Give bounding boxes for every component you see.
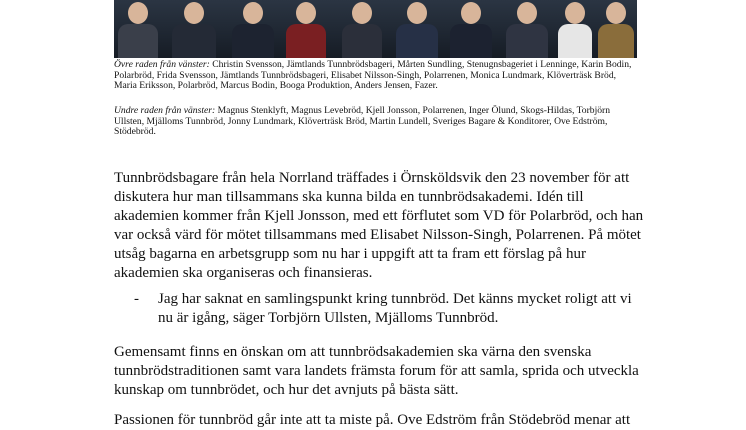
caption-label: Övre raden från vänster: [114,59,210,70]
person-figure [450,0,492,58]
body-paragraph-intro: Tunnbrödsbagare från hela Norrland träffades i Örnsköldsvik den 23 november för att diskutera hur man tillsammans ska kunna bilda en tunnbrödsakademi. Idén till akademien kommer från Kjell Jonsson, med ett förflutet som VD för Polarbröd, och han var också värd för mötet tillsammans med Elisabet Nilsson-Singh, Polarrenen. På mötet utsåg bagarna en arbetsgrupp som nu har i uppgift att ta fram ett förslag på hur akademien ska organiseras och finansieras. [114,170,644,281]
quote-text: Jag har saknat en samlingspunkt kring tunnbröd. Det känns mycket roligt att vi nu är igång, säger Torbjörn Ullsten, Mjälloms Tunnbröd. [158,291,632,326]
person-figure [558,0,592,58]
caption-text: Christin Svensson, Jämtlands Tunnbrödsbageri, Mårten Sundling, Stenugnsbageriet i Lenninge, Karin Bodin, Polarbröd, Frida Svensson, Jämtlands Tunnbrödsbageri, Elisabet Nilsson-Singh, Polarrenen, Monica Lundmark, Klöverträsk Bröd, Maria Eriksson, Polarbröd, Marcus Bodin, Booga Produktion, Anders Jensen, Fazer. [114,59,632,91]
person-figure [506,0,548,58]
person-figure [232,0,274,58]
body-paragraph-mission: Gemensamt finns en önskan om att tunnbrödsakademien ska värna den svenska tunnbrödstraditionen samt vara landets främsta forum för att samla, sprida och utveckla kunskap om tunnbrödet, och hur det avnjuts på bästa sätt. [114,344,639,398]
person-figure [396,0,438,58]
caption-label: Undre raden från vänster: [114,105,216,116]
photo-caption-bottom-row [114,106,636,138]
body-paragraph-passion: Passionen för tunnbröd går inte att ta miste på. Ove Edström från Stödebröd menar att [114,412,631,428]
caption-text: Magnus Stenklyft, Magnus Levebröd, Kjell Jonsson, Polarrenen, Inger Ölund, Skogs-Hildas, Torbjörn Ullsten, Mjälloms Tunnbröd, Jonny Lundmark, Klöverträsk Bröd, Martin Lundell, Sveriges Bagare & Konditorer, Ove Edström, Stödebröd. [114,105,611,137]
group-photo [114,0,637,58]
person-figure [172,0,216,58]
person-figure [598,0,634,58]
person-figure [286,0,326,58]
person-figure [342,0,382,58]
person-figure [118,0,158,58]
photo-caption-top-row [114,60,636,92]
quote-dash: - [134,291,139,307]
